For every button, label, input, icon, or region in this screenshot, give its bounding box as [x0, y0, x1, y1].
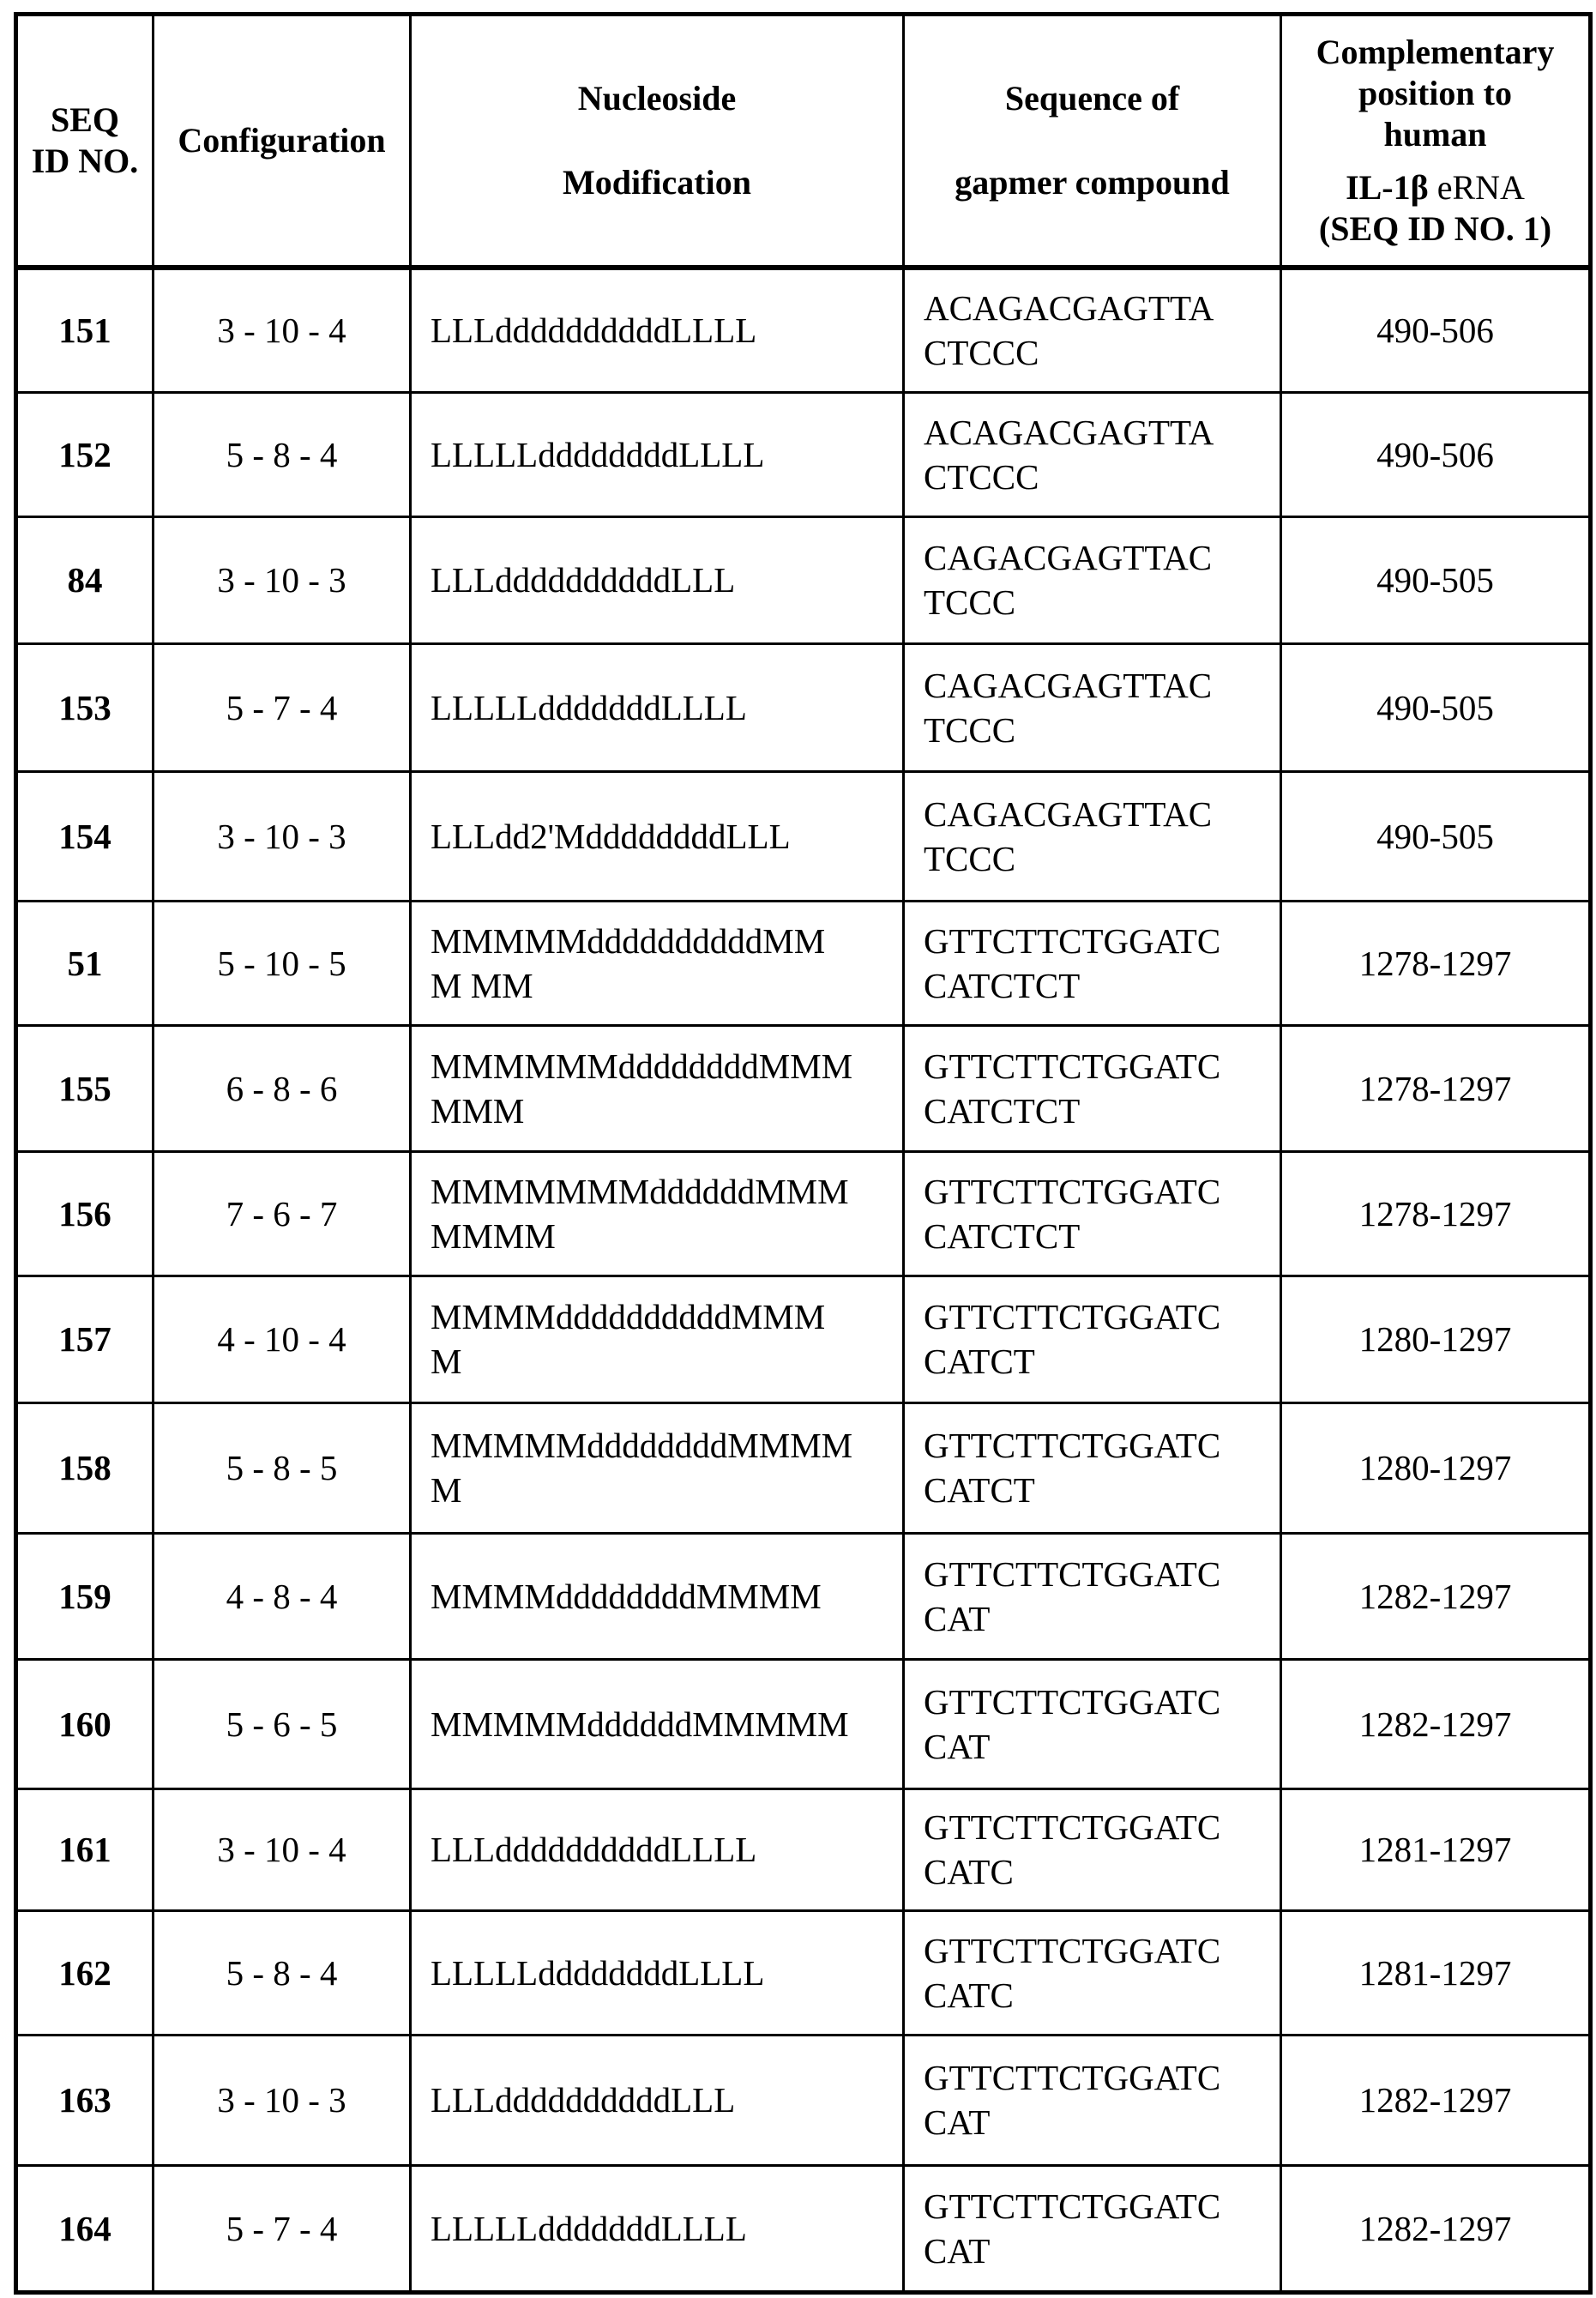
header-row: [16, 15, 1591, 268]
cell-sequence-line: ACAGACGAGTTA: [924, 410, 1280, 455]
cell-modification: [411, 1402, 904, 1533]
header-position-line2: position to: [1358, 74, 1512, 112]
cell-position: 1282-1297: [1281, 2035, 1591, 2165]
cell-configuration: 3 - 10 - 3: [154, 516, 411, 643]
cell-position: 1278-1297: [1281, 901, 1591, 1025]
table-row: [16, 1910, 1591, 2035]
cell-sequence-line: GTTCTTCTGGATC: [924, 1294, 1280, 1339]
cell-sequence-line: CATCTCT: [924, 963, 1280, 1008]
cell-sequence-line: CAGACGAGTTAC: [924, 663, 1280, 708]
cell-position: 1281-1297: [1281, 1788, 1591, 1910]
cell-seq-id: 154: [16, 771, 154, 901]
cell-modification: LLLdd2'MddddddddLLL: [411, 771, 904, 901]
cell-sequence-line: CAGACGAGTTAC: [924, 792, 1280, 836]
cell-configuration: 3 - 10 - 3: [154, 2035, 411, 2165]
header-nucleoside-modification: [411, 15, 904, 268]
cell-modification-line: MMMMMMMddddddMMM: [431, 1169, 902, 1214]
cell-modification: [411, 901, 904, 1025]
cell-seq-id: 51: [16, 901, 154, 1025]
cell-configuration: 4 - 10 - 4: [154, 1276, 411, 1402]
header-sequence-line2: gapmer compound: [955, 163, 1229, 202]
table-header: [16, 15, 1591, 268]
cell-sequence-line: CATCT: [924, 1339, 1280, 1384]
cell-sequence-line: CAT: [924, 1596, 1280, 1641]
cell-configuration: 3 - 10 - 3: [154, 771, 411, 901]
cell-position: 1282-1297: [1281, 2165, 1591, 2292]
cell-seq-id: 160: [16, 1659, 154, 1788]
header-sequence-line1: Sequence of: [1005, 79, 1179, 118]
cell-position: 490-505: [1281, 516, 1591, 643]
cell-sequence-line: CAT: [924, 2229, 1280, 2273]
cell-seq-id: 161: [16, 1788, 154, 1910]
cell-sequence: [904, 1276, 1281, 1402]
cell-sequence-line: GTTCTTCTGGATC: [924, 1552, 1280, 1596]
table-row: [16, 771, 1591, 901]
cell-sequence-line: CTCCC: [924, 330, 1280, 375]
header-position-line4: [1346, 167, 1525, 208]
cell-sequence: [904, 1025, 1281, 1151]
cell-modification: LLLLLdddddddLLLL: [411, 2165, 904, 2292]
cell-configuration: 6 - 8 - 6: [154, 1025, 411, 1151]
cell-seq-id: 151: [16, 268, 154, 392]
cell-sequence-line: GTTCTTCTGGATC: [924, 1423, 1280, 1468]
cell-modification-line: M: [431, 1339, 902, 1384]
table-row: [16, 1788, 1591, 1910]
header-position-line1: Complementary: [1316, 33, 1555, 71]
cell-modification: [411, 1151, 904, 1276]
cell-modification-line: MMMMMMddddddddMMM: [431, 1044, 902, 1089]
table-row: [16, 643, 1591, 771]
table-row: [16, 1659, 1591, 1788]
cell-modification-line: MMMMMddddddddddMM: [431, 919, 902, 963]
cell-configuration: 3 - 10 - 4: [154, 268, 411, 392]
cell-seq-id: 164: [16, 2165, 154, 2292]
cell-sequence-line: CATCTCT: [924, 1089, 1280, 1133]
cell-sequence-line: CATC: [924, 1973, 1280, 2018]
cell-position: 1278-1297: [1281, 1151, 1591, 1276]
cell-configuration: 4 - 8 - 4: [154, 1533, 411, 1659]
cell-sequence: [904, 1402, 1281, 1533]
cell-sequence-line: CAT: [924, 1724, 1280, 1769]
cell-sequence: [904, 392, 1281, 516]
cell-modification: LLLddddddddddLLL: [411, 2035, 904, 2165]
cell-modification: [411, 1025, 904, 1151]
cell-modification-line: MMMMMddddddddMMMM: [431, 1423, 902, 1468]
cell-seq-id: 156: [16, 1151, 154, 1276]
cell-sequence: [904, 901, 1281, 1025]
cell-modification: LLLLLddddddddLLLL: [411, 392, 904, 516]
cell-modification-line: M MM: [431, 963, 902, 1008]
header-seq-id-line1: SEQ: [51, 100, 119, 139]
cell-configuration: 5 - 7 - 4: [154, 2165, 411, 2292]
cell-seq-id: 157: [16, 1276, 154, 1402]
cell-seq-id: 155: [16, 1025, 154, 1151]
cell-sequence: [904, 1659, 1281, 1788]
header-seq-id-line2: ID NO.: [32, 142, 138, 180]
cell-modification: MMMMddddddddMMMM: [411, 1533, 904, 1659]
cell-sequence-line: CAT: [924, 2100, 1280, 2144]
header-modification-line2: Modification: [563, 163, 751, 202]
table-row: [16, 1533, 1591, 1659]
cell-configuration: 5 - 6 - 5: [154, 1659, 411, 1788]
header-modification-line1: Nucleoside: [578, 79, 736, 118]
cell-position: 490-506: [1281, 392, 1591, 516]
cell-seq-id: 163: [16, 2035, 154, 2165]
cell-sequence: [904, 1533, 1281, 1659]
header-configuration: Configuration: [154, 15, 411, 268]
cell-position: 1280-1297: [1281, 1402, 1591, 1533]
cell-sequence: [904, 643, 1281, 771]
cell-sequence-line: GTTCTTCTGGATC: [924, 2055, 1280, 2100]
cell-sequence: [904, 1910, 1281, 2035]
header-position-rna: eRNA: [1429, 168, 1525, 207]
cell-sequence: [904, 1788, 1281, 1910]
cell-modification: LLLddddddddddLLLL: [411, 268, 904, 392]
cell-seq-id: 152: [16, 392, 154, 516]
cell-sequence-line: CTCCC: [924, 455, 1280, 499]
cell-sequence: [904, 516, 1281, 643]
cell-sequence-line: TCCC: [924, 580, 1280, 624]
cell-sequence-line: CATC: [924, 1849, 1280, 1894]
cell-modification-line: MMMM: [431, 1214, 902, 1258]
cell-sequence-line: CAGACGAGTTAC: [924, 535, 1280, 580]
cell-modification: MMMMMddddddMMMMM: [411, 1659, 904, 1788]
cell-position: 490-505: [1281, 771, 1591, 901]
table-row: [16, 2165, 1591, 2292]
cell-sequence-line: CATCT: [924, 1468, 1280, 1512]
cell-position: 1281-1297: [1281, 1910, 1591, 2035]
cell-sequence-line: GTTCTTCTGGATC: [924, 1928, 1280, 1973]
cell-seq-id: 158: [16, 1402, 154, 1533]
table-row: [16, 901, 1591, 1025]
cell-position: 490-505: [1281, 643, 1591, 771]
cell-sequence-line: TCCC: [924, 836, 1280, 881]
cell-configuration: 3 - 10 - 4: [154, 1788, 411, 1910]
table-row: [16, 268, 1591, 392]
cell-seq-id: 84: [16, 516, 154, 643]
cell-sequence: [904, 2035, 1281, 2165]
table-row: [16, 1025, 1591, 1151]
cell-sequence-line: GTTCTTCTGGATC: [924, 1044, 1280, 1089]
cell-sequence-line: GTTCTTCTGGATC: [924, 1680, 1280, 1724]
cell-configuration: 5 - 7 - 4: [154, 643, 411, 771]
table-row: [16, 516, 1591, 643]
cell-configuration: 5 - 8 - 5: [154, 1402, 411, 1533]
cell-modification: LLLddddddddddLLL: [411, 516, 904, 643]
cell-modification: LLLLLddddddddLLLL: [411, 1910, 904, 2035]
cell-sequence-line: CATCTCT: [924, 1214, 1280, 1258]
cell-sequence: [904, 268, 1281, 392]
cell-modification-line: M: [431, 1468, 902, 1512]
cell-sequence-line: GTTCTTCTGGATC: [924, 2184, 1280, 2229]
cell-sequence: [904, 1151, 1281, 1276]
cell-configuration: 5 - 10 - 5: [154, 901, 411, 1025]
gapmer-compound-table: [14, 12, 1593, 2295]
cell-modification-line: MMM: [431, 1089, 902, 1133]
cell-configuration: 5 - 8 - 4: [154, 1910, 411, 2035]
cell-sequence: [904, 771, 1281, 901]
table-row: [16, 1402, 1591, 1533]
cell-modification: [411, 1276, 904, 1402]
cell-position: 1282-1297: [1281, 1533, 1591, 1659]
cell-seq-id: 153: [16, 643, 154, 771]
header-seq-id: [16, 15, 154, 268]
cell-sequence: [904, 2165, 1281, 2292]
cell-configuration: 7 - 6 - 7: [154, 1151, 411, 1276]
cell-sequence-line: TCCC: [924, 708, 1280, 752]
cell-sequence-line: GTTCTTCTGGATC: [924, 1169, 1280, 1214]
cell-seq-id: 159: [16, 1533, 154, 1659]
header-sequence: [904, 15, 1281, 268]
header-position-line3: human: [1383, 115, 1486, 154]
cell-modification: LLLLLdddddddLLLL: [411, 643, 904, 771]
cell-configuration: 5 - 8 - 4: [154, 392, 411, 516]
cell-sequence-line: GTTCTTCTGGATC: [924, 1805, 1280, 1849]
cell-position: 1278-1297: [1281, 1025, 1591, 1151]
header-position-gene: IL-1β: [1346, 168, 1429, 207]
table-row: [16, 2035, 1591, 2165]
table-row: [16, 1151, 1591, 1276]
header-complementary-position: [1281, 15, 1591, 268]
cell-seq-id: 162: [16, 1910, 154, 2035]
cell-position: 490-506: [1281, 268, 1591, 392]
cell-position: 1282-1297: [1281, 1659, 1591, 1788]
cell-modification: LLLddddddddddLLLL: [411, 1788, 904, 1910]
table-row: [16, 1276, 1591, 1402]
cell-sequence-line: GTTCTTCTGGATC: [924, 919, 1280, 963]
table-row: [16, 392, 1591, 516]
cell-position: 1280-1297: [1281, 1276, 1591, 1402]
header-position-line5: (SEQ ID NO. 1): [1319, 209, 1551, 248]
cell-sequence-line: ACAGACGAGTTA: [924, 286, 1280, 330]
table-body: [16, 268, 1591, 2292]
cell-modification-line: MMMMddddddddddMMM: [431, 1294, 902, 1339]
